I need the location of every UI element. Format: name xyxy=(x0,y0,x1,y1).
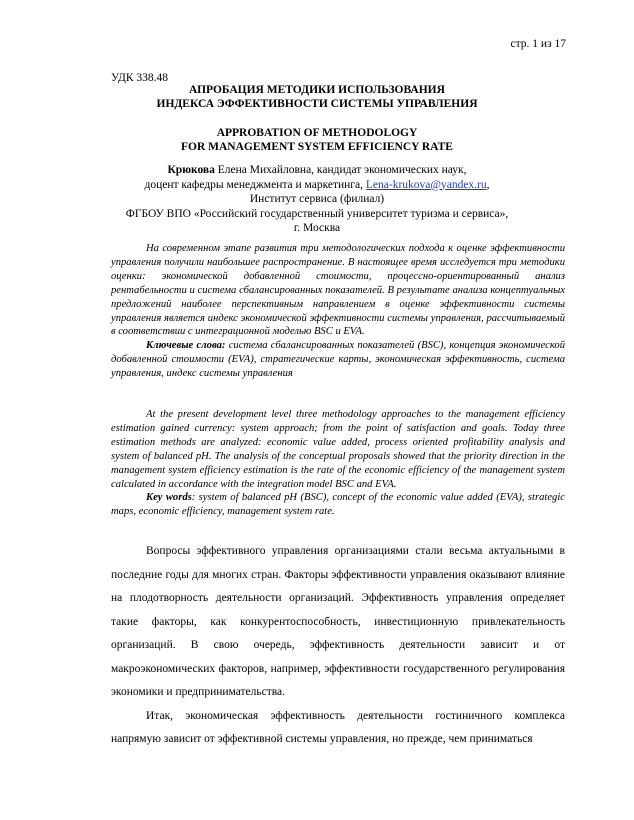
body-paragraph-2: Итак, экономическая эффективность деятельности гостиничного комплекса напрямую зависит от эффективной системы управления, но прежде, чем приниматься xyxy=(111,709,565,745)
author-line-2 xyxy=(80,178,554,193)
author-email-link[interactable]: Lena-krukova@yandex.ru xyxy=(365,178,487,191)
abstract-russian xyxy=(111,242,565,381)
author-block xyxy=(80,163,554,236)
author-surname: Крюкова xyxy=(167,164,215,176)
keywords-en-label: Key words xyxy=(146,492,192,504)
author-position: доцент кафедры менеджмента и маркетинга, xyxy=(144,178,366,191)
keywords-ru-text: система сбалансированных показателей (BSC), концепция экономической добавленной стоимости (EVA), стратегические карты, экономическая эффективность, система управления, индекс системы управления xyxy=(111,340,565,380)
abstract-ru-text: На современном этапе развития три методологических подхода к оценке эффективности управления получили наибольшее распространение. В настоящее время исследуется три методики оценки: экономической добавленной стоимости, процессно-ориентированный анализ рентабельности и система сбалансированных показателей. В результате анализа концептуальных предложений наиболее перспективным направлением в оценке эффективности системы управления является индекс экономической эффективности системы управления, рассчитываемый в соответствии с интеграционной моделью BSC и EVA. xyxy=(111,243,565,338)
body-paragraph-1: Вопросы эффективного управления организациями стали весьма актуальными в последние годы для многих стран. Факторы эффективности управления оказывают влияние на плодотворность деятельности организаций. Эффективность управления определяет такие факторы, как конкурентоспособность, инвестиционную привлекательность организаций. В свою очередь, эффективность деятельности зависит и от макроэкономических факторов, например, эффективности государственного регулирования экономики и предпринимательства. xyxy=(111,545,565,698)
abstract-en-text: At the present development level three methodology approaches to the management efficiency estimation gained currency: system approach; from the point of satisfaction and goals. Today three estimation methods are analyzed: economic value added, process oriented profitability analysis and system of balanced pH. The analysis of the conceptual proposals showed that the priority direction in the management system efficiency estimation is the rate of the economic efficiency of the management system calculated in accordance with the integration model BSC and EVA. xyxy=(111,409,565,490)
title-en-line-1: APPROBATION OF METHODOLOGY xyxy=(216,127,418,139)
body-text xyxy=(111,540,565,752)
keywords-ru-label: Ключевые слова: xyxy=(146,340,226,352)
author-university: ФГБОУ ВПО «Российский государственный университет туризма и сервиса», xyxy=(125,207,509,220)
keywords-en-text: : system of balanced pH (BSC), concept of the economic value added (EVA), strategic maps, economic efficiency, management system rate. xyxy=(111,492,565,518)
title-en-line-2: FOR MANAGEMENT SYSTEM EFFICIENCY RATE xyxy=(181,141,453,153)
title-ru-line-2: ИНДЕКСА ЭФФЕКТИВНОСТИ СИСТЕМЫ УПРАВЛЕНИЯ xyxy=(156,98,478,110)
author-line-2-suffix: , xyxy=(486,178,490,191)
title-english xyxy=(80,126,554,154)
title-ru-line-1: АПРОБАЦИЯ МЕТОДИКИ ИСПОЛЬЗОВАНИЯ xyxy=(189,84,445,96)
page-number: стр. 1 из 17 xyxy=(510,38,566,50)
keywords-en xyxy=(111,491,565,519)
author-institute: Институт сервиса (филиал) xyxy=(249,193,385,205)
abstract-english xyxy=(111,408,565,519)
author-name-degree: Елена Михайловна, кандидат экономических наук, xyxy=(214,164,467,176)
author-city: г. Москва xyxy=(293,222,341,234)
author-line-1 xyxy=(80,163,554,178)
title-russian xyxy=(80,83,554,111)
udk-code: УДК 338.48 xyxy=(111,72,168,84)
keywords-ru xyxy=(111,339,565,381)
